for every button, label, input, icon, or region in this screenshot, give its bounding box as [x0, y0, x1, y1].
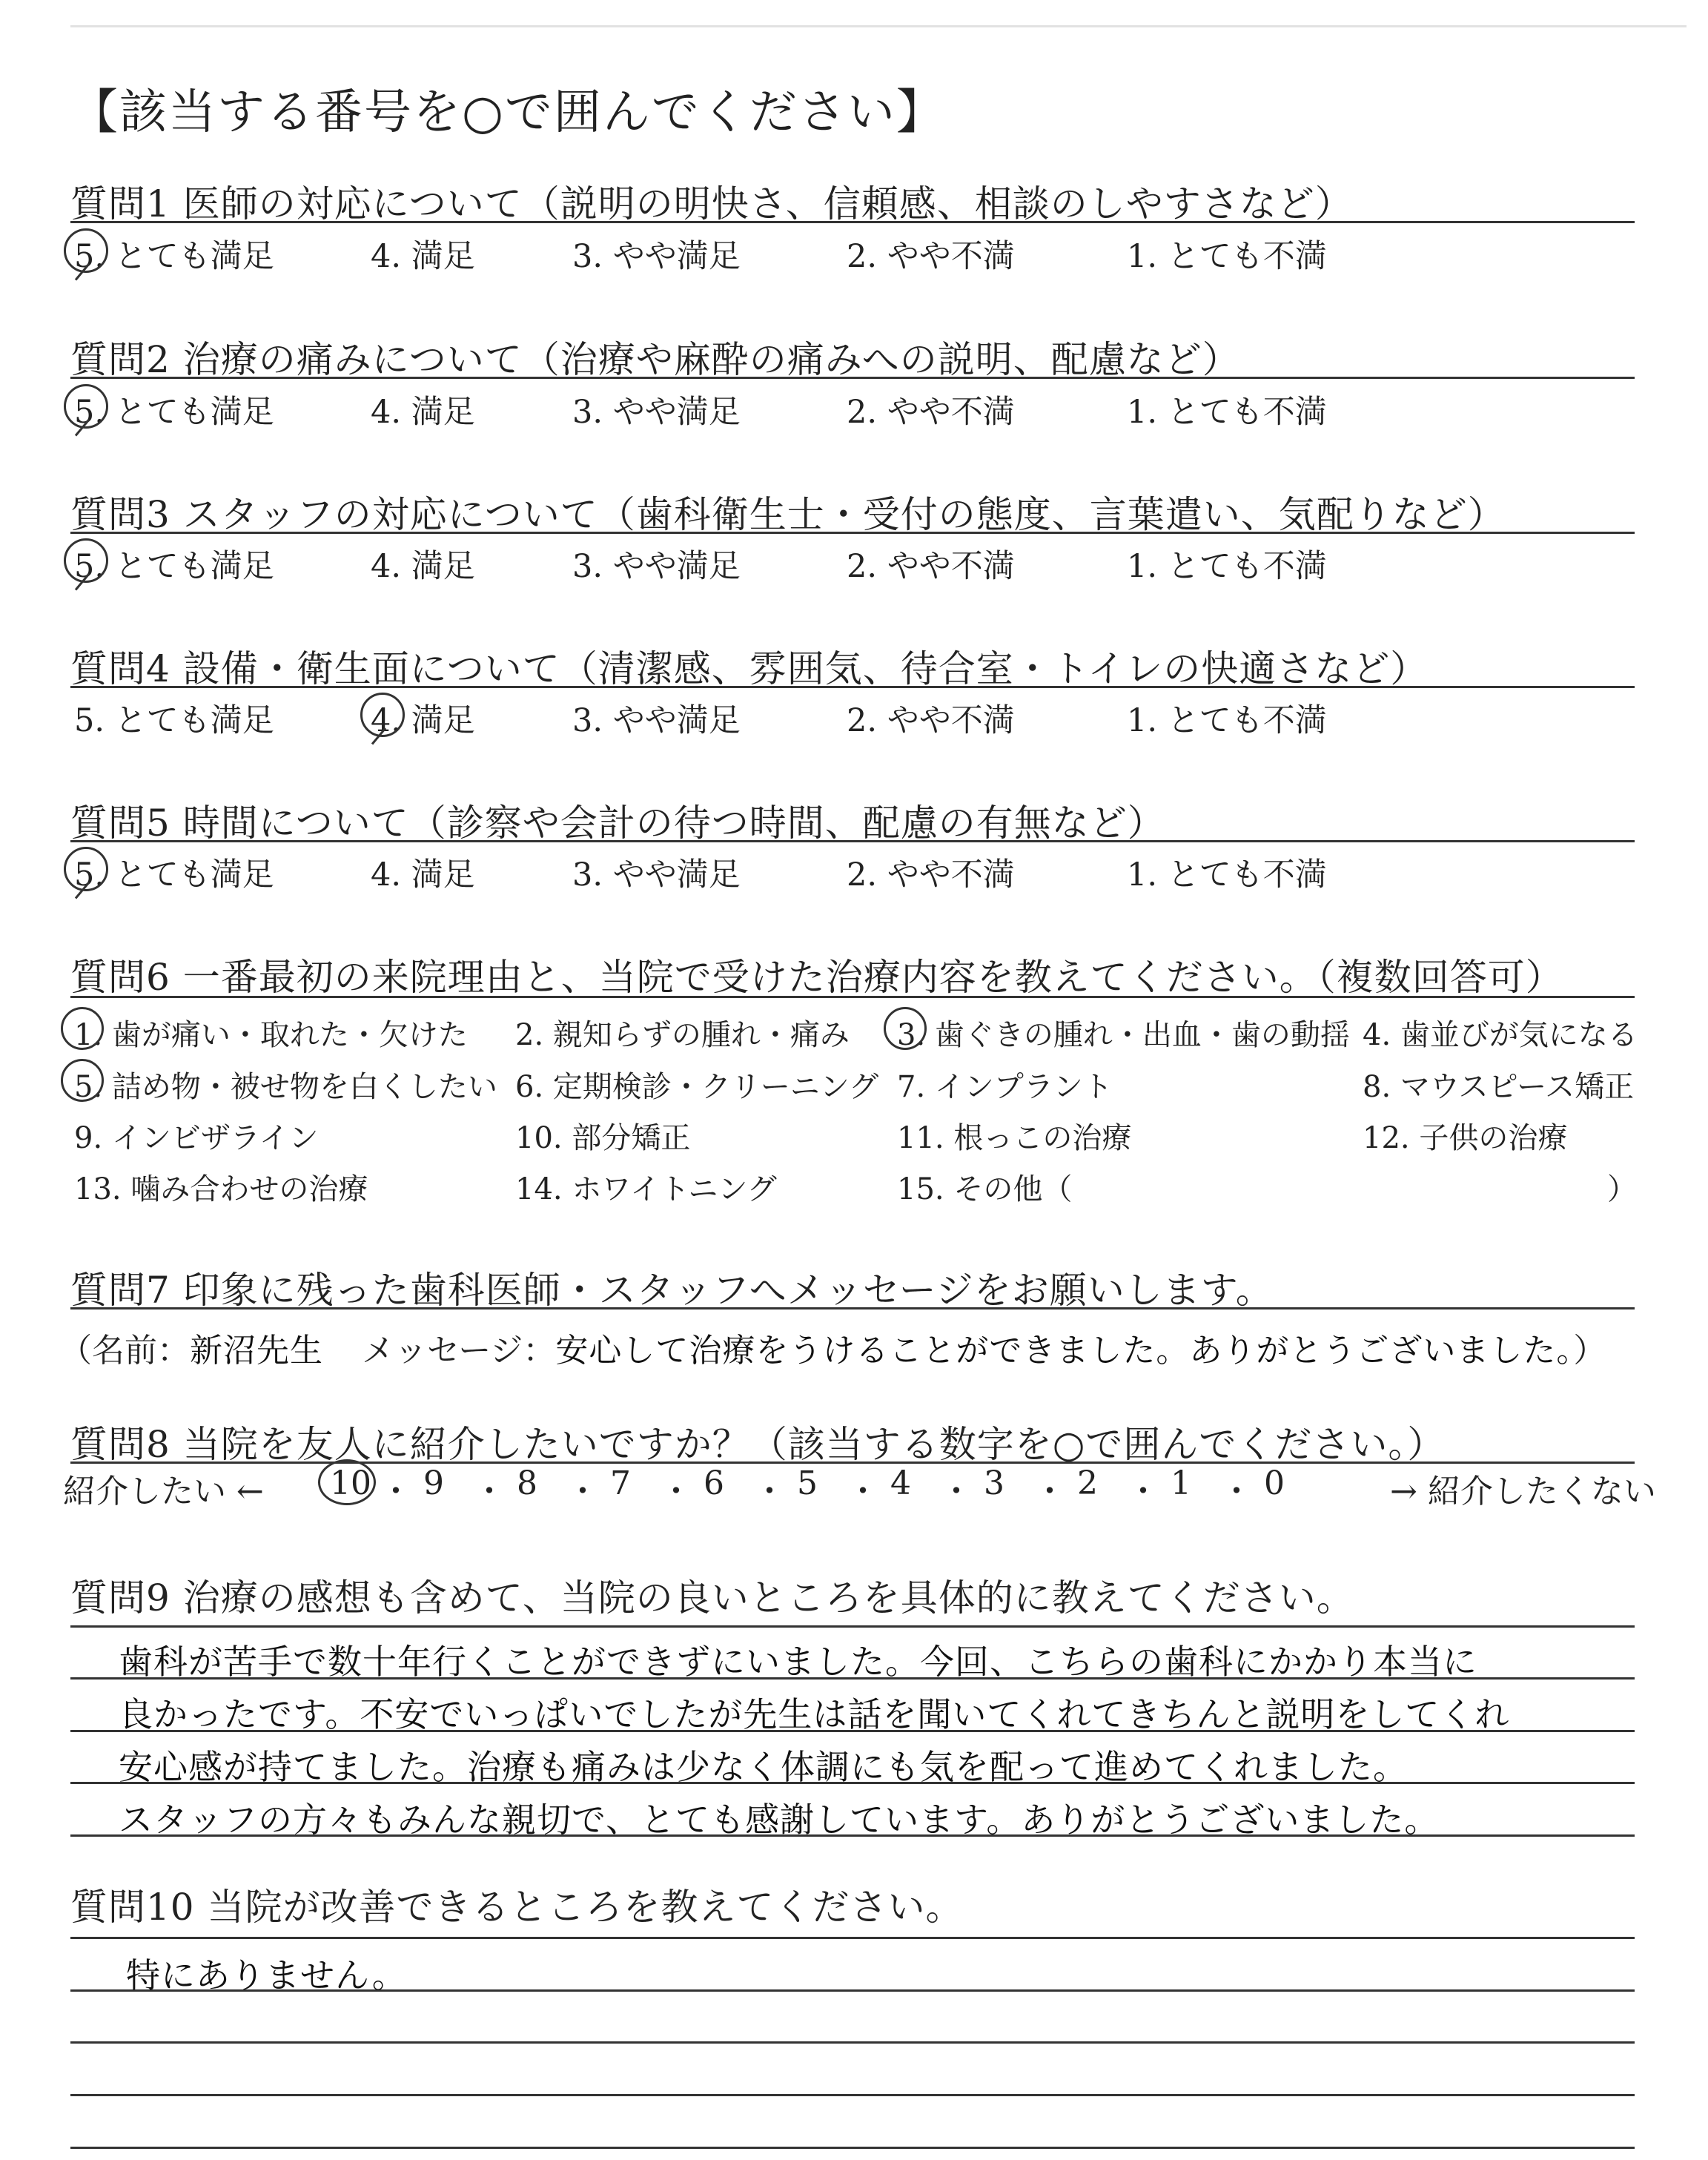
- scale-dot: ・: [940, 1473, 973, 1510]
- selected-circle: [884, 1007, 927, 1050]
- question-label: 質問9 治療の感想も含めて、当院の良いところを具体的に教えてください。: [70, 1576, 1354, 1619]
- selected-circle: [61, 1059, 104, 1102]
- scale-dot: ・: [473, 1473, 506, 1510]
- q7-answer: [59, 1324, 1606, 1371]
- question-label: 質問4 設備・衛生面について（清潔感、雰囲気、待合室・トイレの快適さなど）: [70, 647, 1429, 690]
- recommend-right-label: → 紹介したくない: [1390, 1473, 1656, 1510]
- page-title: 【該当する番号を○で囲んでください】: [70, 85, 945, 140]
- answer-rule: [70, 2041, 1635, 2044]
- scale-number[interactable]: 8: [517, 1464, 537, 1502]
- handwritten-line: 良かったです。不安でいっぱいでしたが先生は話を聞いてくれてきちんと説明をしてくれ: [119, 1694, 1510, 1734]
- question-rule: [70, 1462, 1635, 1464]
- question-label: 質問1 医師の対応について（説明の明快さ、信頼感、相談のしやすさなど）: [70, 182, 1353, 225]
- scale-number[interactable]: 9: [423, 1464, 444, 1502]
- question-label: 質問7 印象に残った歯科医師・スタッフへメッセージをお願いします。: [70, 1269, 1274, 1312]
- message-prefix: メッセージ：: [362, 1332, 556, 1370]
- message-value[interactable]: 安心して治療をうけることができました。ありがとうございました。: [555, 1332, 1574, 1370]
- q6-option[interactable]: 2. 親知らずの腫れ・痛み: [515, 1018, 850, 1052]
- answer-rule: [70, 2094, 1635, 2096]
- q6-option[interactable]: 15. その他（: [897, 1172, 1073, 1206]
- rating-option[interactable]: 5. とても満足: [74, 238, 274, 275]
- rating-option[interactable]: 4. 満足: [371, 238, 475, 275]
- question-rule: [70, 996, 1635, 998]
- rating-option[interactable]: 4. 満足: [371, 702, 475, 739]
- recommend-left-label: 紹介したい ←: [63, 1473, 264, 1510]
- rating-option[interactable]: 4. 満足: [371, 394, 475, 431]
- scale-number[interactable]: 4: [890, 1464, 911, 1502]
- scale-dot: ・: [380, 1473, 412, 1510]
- question-rule: [70, 840, 1635, 842]
- q6-option[interactable]: 13. 噛み合わせの治療: [74, 1172, 368, 1206]
- question-label: 質問6 一番最初の来院理由と、当院で受けた治療内容を教えてください。（複数回答可）: [70, 956, 1563, 999]
- rating-option[interactable]: 5. とても満足: [74, 702, 274, 739]
- question-label: 質問8 当院を友人に紹介したいですか？（該当する数字を○で囲んでください。）: [70, 1423, 1446, 1466]
- scale-number[interactable]: 5: [797, 1464, 818, 1502]
- q6-option[interactable]: 8. マウスピース矯正: [1363, 1070, 1635, 1104]
- rating-option[interactable]: 3. やや満足: [572, 548, 741, 585]
- q6-option[interactable]: 11. 根っこの治療: [897, 1121, 1132, 1155]
- rating-option[interactable]: 1. とても不満: [1127, 394, 1327, 431]
- question-label: 質問3 スタッフの対応について（歯科衛生士・受付の態度、言葉遣い、気配りなど）: [70, 493, 1506, 536]
- q6-option[interactable]: 3. 歯ぐきの腫れ・出血・歯の動揺: [897, 1018, 1350, 1052]
- q6-option[interactable]: 14. ホワイトニング: [515, 1172, 777, 1206]
- question-label: 質問5 時間について（診察や会計の待つ時間、配慮の有無など）: [70, 802, 1165, 845]
- scale-number[interactable]: 7: [610, 1464, 631, 1502]
- rating-option[interactable]: 2. やや不満: [847, 702, 1015, 739]
- q6-option[interactable]: 4. 歯並びが気になる: [1363, 1018, 1638, 1052]
- rating-option[interactable]: 3. やや満足: [572, 238, 741, 275]
- top-border: [70, 25, 1687, 27]
- rating-option[interactable]: 5. とても満足: [74, 548, 274, 585]
- question-label: 質問10 当院が改善できるところを教えてください。: [70, 1886, 964, 1929]
- question-label: 質問2 治療の痛みについて（治療や麻酔の痛みへの説明、配慮など）: [70, 338, 1240, 381]
- scale-number[interactable]: 10: [330, 1464, 371, 1502]
- rating-option[interactable]: 2. やや不満: [847, 548, 1015, 585]
- rating-option[interactable]: 3. やや満足: [572, 856, 741, 894]
- name-prefix: （名前：: [59, 1332, 190, 1370]
- q6-option[interactable]: 7. インプラント: [897, 1070, 1113, 1104]
- question-rule: [70, 686, 1635, 688]
- scale-dot: ・: [1033, 1473, 1066, 1510]
- handwritten-line: 特にありません。: [126, 1955, 407, 1995]
- scale-number[interactable]: 6: [704, 1464, 724, 1502]
- scale-dot: ・: [847, 1473, 879, 1510]
- rating-option[interactable]: 4. 満足: [371, 856, 475, 894]
- rating-option[interactable]: 5. とても満足: [74, 394, 274, 431]
- q6-option[interactable]: ）: [1607, 1172, 1637, 1206]
- q6-option[interactable]: 6. 定期検診・クリーニング: [515, 1070, 879, 1104]
- rating-option[interactable]: 1. とても不満: [1127, 548, 1327, 585]
- scale-number[interactable]: 2: [1077, 1464, 1098, 1502]
- rating-option[interactable]: 2. やや不満: [847, 856, 1015, 894]
- scale-dot: ・: [660, 1473, 692, 1510]
- handwritten-line: スタッフの方々もみんな親切で、とても感謝しています。ありがとうございました。: [119, 1800, 1440, 1840]
- q6-option[interactable]: 9. インビザライン: [74, 1121, 319, 1155]
- handwritten-line: 歯科が苦手で数十年行くことができずにいました。今回、こちらの歯科にかかり本当に: [119, 1642, 1477, 1682]
- q6-option[interactable]: 10. 部分矯正: [515, 1121, 691, 1155]
- q6-option[interactable]: 1. 歯が痛い・取れた・欠けた: [74, 1018, 468, 1052]
- selected-circle: [61, 1007, 104, 1050]
- q6-option[interactable]: 12. 子供の治療: [1363, 1121, 1568, 1155]
- question-rule: [70, 1307, 1635, 1309]
- rating-option[interactable]: 1. とても不満: [1127, 702, 1327, 739]
- answer-rule: [70, 2147, 1635, 2149]
- rating-option[interactable]: 2. やや不満: [847, 238, 1015, 275]
- rating-option[interactable]: 3. やや満足: [572, 702, 741, 739]
- rating-option[interactable]: 5. とても満足: [74, 856, 274, 894]
- rating-option[interactable]: 1. とても不満: [1127, 238, 1327, 275]
- answer-rule: [70, 1625, 1635, 1628]
- rating-option[interactable]: 4. 満足: [371, 548, 475, 585]
- question-rule: [70, 221, 1635, 223]
- scale-dot: ・: [566, 1473, 599, 1510]
- rating-option[interactable]: 2. やや不満: [847, 394, 1015, 431]
- question-rule: [70, 532, 1635, 534]
- q6-option[interactable]: 5. 詰め物・被せ物を白くしたい: [74, 1070, 497, 1104]
- scale-dot: ・: [1127, 1473, 1159, 1510]
- scale-number[interactable]: 1: [1171, 1464, 1191, 1502]
- scale-number[interactable]: 0: [1264, 1464, 1285, 1502]
- scale-dot: ・: [1220, 1473, 1253, 1510]
- scale-number[interactable]: 3: [984, 1464, 1004, 1502]
- selected-circle: [318, 1459, 376, 1505]
- name-value[interactable]: 新沼先生: [190, 1332, 323, 1370]
- scale-dot: ・: [753, 1473, 786, 1510]
- rating-option[interactable]: 1. とても不満: [1127, 856, 1327, 894]
- handwritten-line: 安心感が持てました。治療も痛みは少なく体調にも気を配って進めてくれました。: [119, 1747, 1408, 1787]
- close-paren: ）: [1573, 1332, 1606, 1370]
- answer-rule: [70, 1937, 1635, 1939]
- question-rule: [70, 377, 1635, 379]
- rating-option[interactable]: 3. やや満足: [572, 394, 741, 431]
